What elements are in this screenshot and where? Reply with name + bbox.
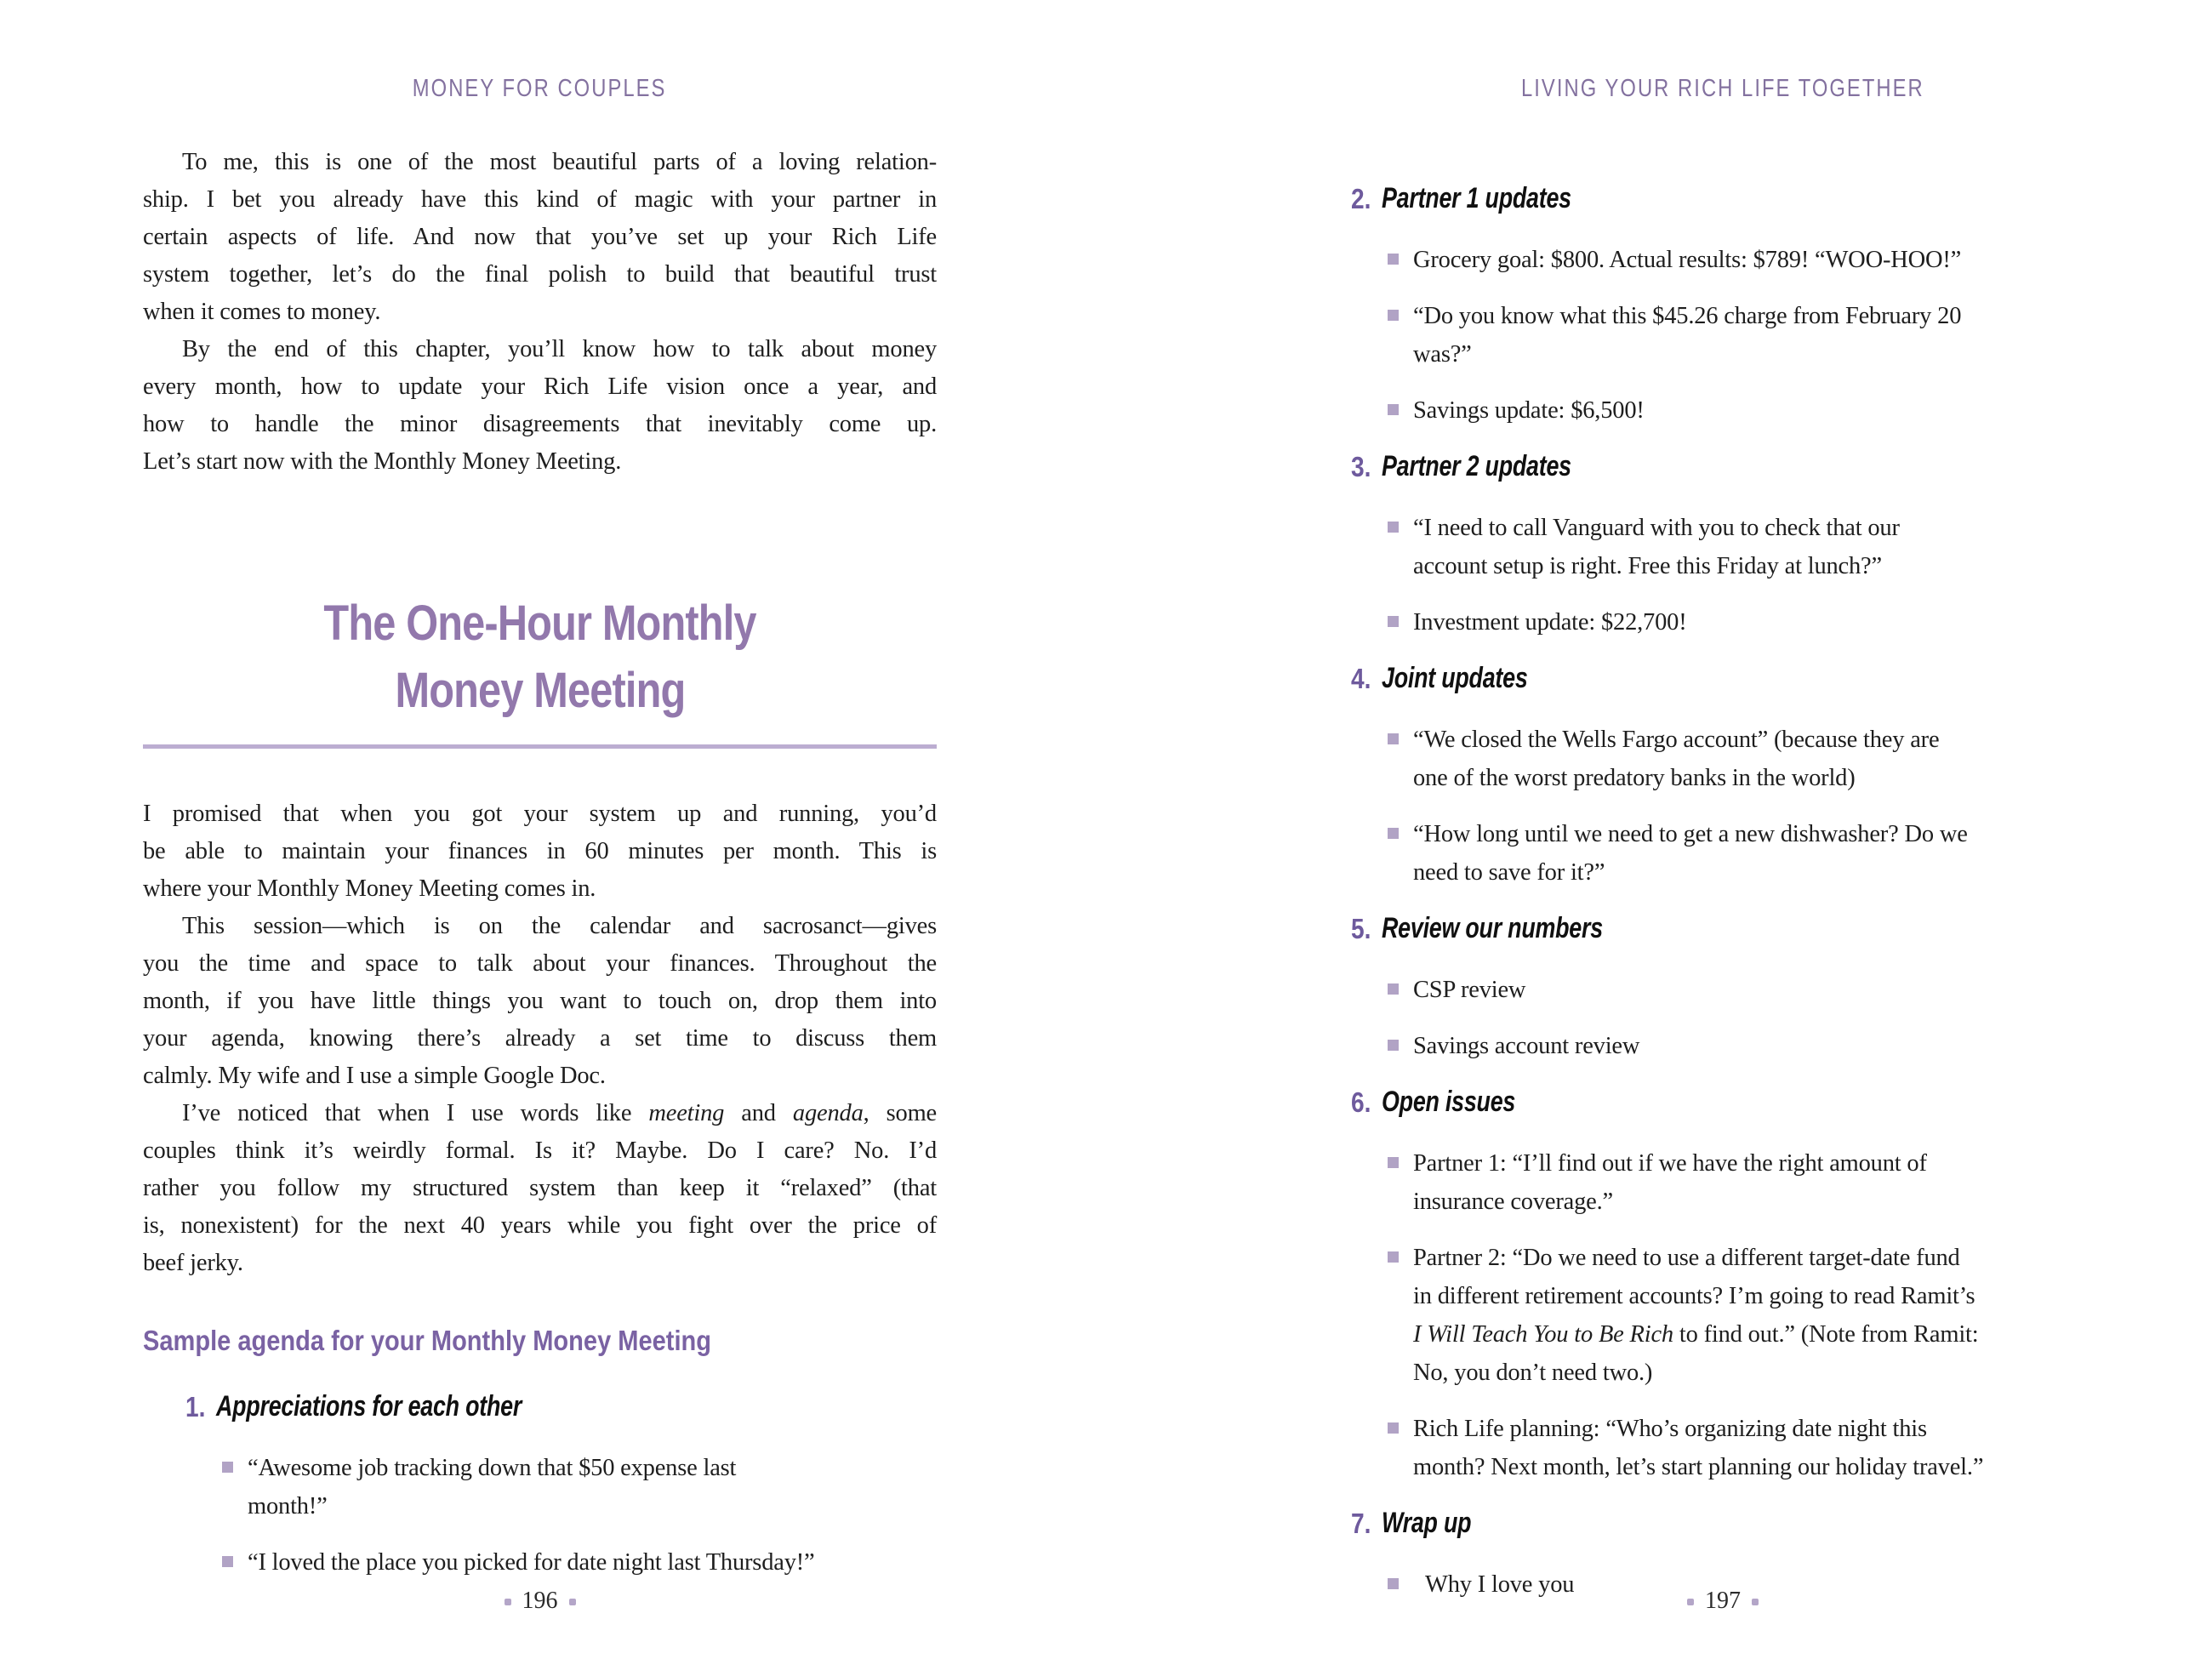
running-head-right	[1349, 0, 2096, 103]
text-line: calmly. My wife and I use a simple Google Doc.	[143, 1063, 606, 1089]
paragraph	[143, 795, 937, 908]
text-line: ship. I bet you already have this kind of magic with your partner in	[143, 186, 937, 213]
agenda-item	[1349, 1083, 2096, 1486]
bullet-line: account setup is right. Free this Friday at lunch?”	[1413, 553, 1882, 579]
bullet-line: CSP review	[1413, 977, 1526, 1003]
text-line: I’ve noticed that when I use words like meeting and agenda, some	[182, 1100, 937, 1126]
section-rule	[143, 744, 937, 749]
agenda-item	[1349, 909, 2096, 1065]
agenda-list-left	[184, 1388, 937, 1582]
bullet-line: one of the worst predatory banks in the world)	[1413, 765, 1856, 791]
bullet-square-icon	[1388, 254, 1399, 265]
text-line: you the time and space to talk about your finances. Throughout the	[143, 950, 937, 977]
agenda-item-title	[1382, 1083, 2096, 1126]
bullet-square-icon	[1388, 1251, 1399, 1263]
page-right	[1349, 0, 2096, 1659]
folio-dot-icon	[1752, 1599, 1759, 1605]
folio-dot-icon	[569, 1599, 576, 1605]
bullet-line: Partner 2: “Do we need to use a different target-date fund	[1413, 1245, 1960, 1271]
bullet-item	[216, 1449, 937, 1525]
text-line: Let’s start now with the Monthly Money Meeting.	[143, 448, 622, 475]
running-head-left	[143, 0, 937, 103]
agenda-item-number: 7.	[1351, 1508, 1371, 1539]
agenda-item-number: 1.	[185, 1391, 206, 1422]
page-number-left: 196	[522, 1588, 558, 1614]
bullet-line: Investment update: $22,700!	[1413, 609, 1687, 636]
bullet-line: “Awesome job tracking down that $50 expense last	[248, 1455, 737, 1481]
bullet-item	[1382, 1239, 2096, 1392]
bullet-item	[1382, 241, 2096, 279]
folio-right	[1349, 1588, 2096, 1615]
bullet-square-icon	[1388, 733, 1399, 744]
folio-dot-icon	[1687, 1599, 1694, 1605]
agenda-item-title-text: Open issues	[1382, 1086, 1516, 1118]
text-line: beef jerky.	[143, 1250, 243, 1276]
bullet-line: Savings account review	[1413, 1033, 1640, 1059]
section-heading	[143, 596, 937, 731]
bullet-square-icon	[1388, 983, 1399, 995]
agenda-item-title-text: Joint updates	[1382, 662, 1528, 694]
text-line: couples think it’s weirdly formal. Is it? Maybe. Do I care? No. I’d	[143, 1137, 937, 1164]
text-line: certain aspects of life. And now that you’ve set up your Rich Life	[143, 224, 937, 250]
bullet-item	[1382, 721, 2096, 797]
bullet-square-icon	[1388, 310, 1399, 321]
bullet-line: “I loved the place you picked for date night last Thursday!”	[248, 1549, 815, 1576]
section-heading-text: Money Meeting	[395, 663, 685, 718]
bullet-line: “How long until we need to get a new dishwasher? Do we	[1413, 821, 1968, 847]
text-line: By the end of this chapter, you’ll know how to talk about money	[182, 336, 937, 362]
bullet-item	[1382, 603, 2096, 641]
text-line: how to handle the minor disagreements that inevitably come up.	[143, 411, 937, 437]
bullet-line: Grocery goal: $800. Actual results: $789! “WOO-HOO!”	[1413, 247, 1962, 273]
text-line: be able to maintain your finances in 60 minutes per month. This is	[143, 838, 937, 864]
running-head-left-text: MONEY FOR COUPLES	[413, 75, 667, 102]
bullet-line: need to save for it?”	[1413, 859, 1605, 886]
text-line: I promised that when you got your system up and running, you’d	[143, 801, 937, 827]
bullet-line: Rich Life planning: “Who’s organizing date night this	[1413, 1416, 1927, 1442]
bullet-item	[216, 1543, 937, 1582]
body-after-heading	[143, 795, 937, 1282]
text-line: when it comes to money.	[143, 299, 381, 325]
agenda-item-title	[1382, 659, 2096, 703]
agenda-item-number: 3.	[1351, 451, 1371, 482]
agenda-item-title	[1382, 1504, 2096, 1548]
agenda-item-number: 5.	[1351, 913, 1371, 944]
section-heading-line	[143, 596, 937, 664]
bullet-line: Savings update: $6,500!	[1413, 397, 1645, 424]
agenda-item-title-text: Wrap up	[1382, 1507, 1472, 1539]
bullet-line: month? Next month, let’s start planning our holiday travel.”	[1413, 1454, 1984, 1480]
agenda-heading	[143, 1321, 937, 1365]
agenda-item-title	[1382, 180, 2096, 223]
text-line: To me, this is one of the most beautiful parts of a loving relation-	[182, 149, 937, 175]
paragraph	[143, 331, 937, 481]
paragraph	[143, 1095, 937, 1282]
agenda-item-number: 6.	[1351, 1086, 1371, 1118]
agenda-item	[184, 1388, 937, 1582]
section-heading-text: The One-Hour Monthly	[323, 596, 756, 651]
bullet-item	[1382, 509, 2096, 585]
paragraph	[143, 144, 937, 331]
bullet-line: Partner 1: “I’ll find out if we have the right amount of	[1413, 1150, 1927, 1177]
bullet-square-icon	[1388, 828, 1399, 839]
bullet-line: in different retirement accounts? I’m going to read Ramit’s	[1413, 1283, 1975, 1309]
agenda-item-title-text: Appreciations for each other	[216, 1390, 522, 1422]
bullet-square-icon	[222, 1556, 233, 1567]
bullet-square-icon	[1388, 1422, 1399, 1434]
text-line: rather you follow my structured system than keep it “relaxed” (that	[143, 1175, 937, 1201]
text-line: where your Monthly Money Meeting comes in.	[143, 875, 596, 902]
agenda-item	[1349, 659, 2096, 892]
bullet-square-icon	[222, 1462, 233, 1473]
bullet-line: I Will Teach You to Be Rich to find out.” (Note from Ramit:	[1413, 1321, 1979, 1348]
agenda-heading-text: Sample agenda for your Monthly Money Meeting	[143, 1325, 712, 1356]
text-line: your agenda, knowing there’s already a set time to discuss them	[143, 1025, 937, 1052]
bullet-line: “I need to call Vanguard with you to check that our	[1413, 515, 1900, 541]
text-line: system together, let’s do the final polish to build that beautiful trust	[143, 261, 937, 288]
body-before-heading	[143, 144, 937, 481]
agenda-item-title-text: Partner 2 updates	[1382, 450, 1571, 482]
agenda-item-number: 4.	[1351, 663, 1371, 694]
text-line: This session—which is on the calendar and sacrosanct—gives	[182, 913, 937, 939]
bullet-square-icon	[1388, 1157, 1399, 1168]
paragraph	[143, 908, 937, 1095]
text-line: is, nonexistent) for the next 40 years while you fight over the price of	[143, 1212, 937, 1239]
agenda-item-title	[216, 1388, 937, 1431]
bullet-item	[1382, 297, 2096, 373]
section-heading-line	[143, 664, 937, 731]
text-line: every month, how to update your Rich Life vision once a year, and	[143, 373, 937, 400]
folio-left	[143, 1588, 937, 1615]
bullet-line: “We closed the Wells Fargo account” (because they are	[1413, 727, 1940, 753]
bullet-line: month!”	[248, 1493, 328, 1519]
running-head-right-text: LIVING YOUR RICH LIFE TOGETHER	[1521, 75, 1924, 102]
text-line: month, if you have little things you want to touch on, drop them into	[143, 988, 937, 1014]
agenda-item	[1349, 448, 2096, 641]
agenda-item-title	[1382, 448, 2096, 491]
bullet-square-icon	[1388, 1040, 1399, 1051]
bullet-square-icon	[1388, 404, 1399, 415]
bullet-item	[1382, 971, 2096, 1009]
bullet-item	[1382, 1410, 2096, 1486]
page-number-right: 197	[1705, 1588, 1741, 1614]
agenda-item-number: 2.	[1351, 183, 1371, 214]
bullet-square-icon	[1388, 616, 1399, 627]
agenda-list-right	[1349, 0, 2096, 1604]
bullet-line: Why I love you	[1413, 1571, 1575, 1598]
agenda-item-title-text: Partner 1 updates	[1382, 182, 1571, 214]
agenda-item-title-text: Review our numbers	[1382, 912, 1603, 944]
folio-dot-icon	[505, 1599, 511, 1605]
agenda-item-title	[1382, 909, 2096, 953]
bullet-line: was?”	[1413, 341, 1472, 368]
bullet-line: No, you don’t need two.)	[1413, 1360, 1653, 1386]
bullet-item	[1382, 1144, 2096, 1221]
bullet-line: insurance coverage.”	[1413, 1189, 1613, 1215]
bullet-item	[1382, 815, 2096, 892]
bullet-item	[1382, 391, 2096, 430]
bullet-line: “Do you know what this $45.26 charge from February 20	[1413, 303, 1962, 329]
bullet-square-icon	[1388, 522, 1399, 533]
page-left	[143, 0, 937, 1659]
agenda-item	[1349, 180, 2096, 430]
bullet-item	[1382, 1027, 2096, 1065]
